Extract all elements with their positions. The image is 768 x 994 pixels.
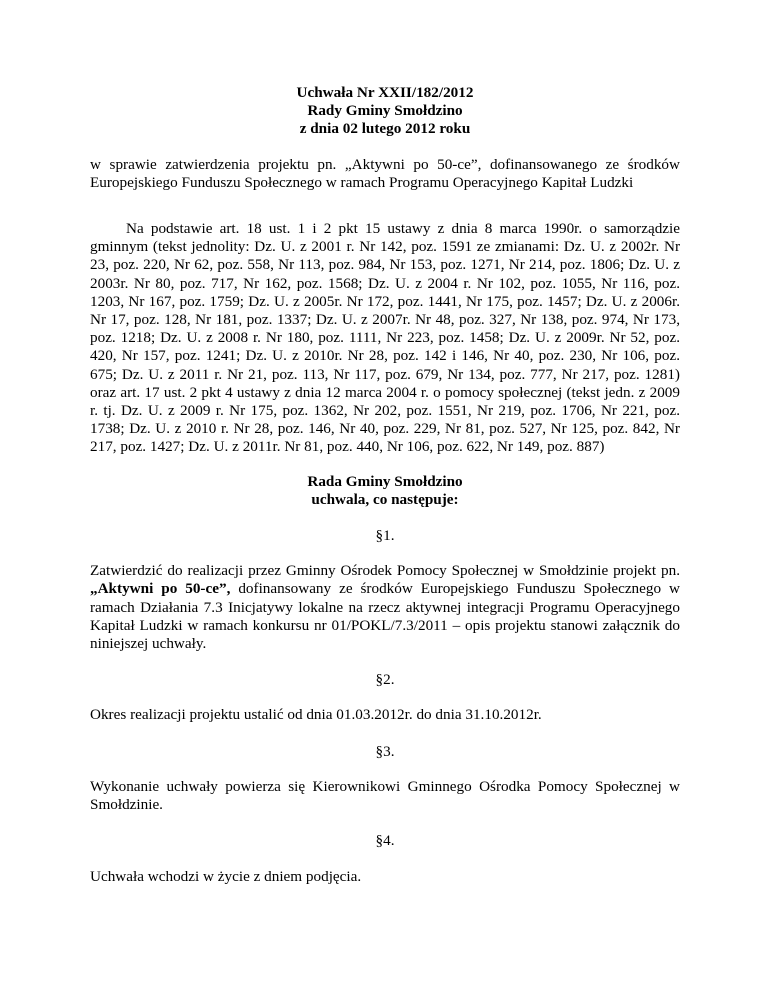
council-heading: Rada Gminy Smołdzino — [307, 472, 463, 490]
section-1-text-after: dofinansowany ze środków Europejskiego Funduszu Społecznego w ramach Działania 7.3 Inicjatywy lokalne na rzecz aktywnej integracji Programu Operacyjnego Kapitał Ludzki w ramach konkursu nr 01/POKL/7.3/2011 – opis projektu stanowi załącznik do niniejszej uchwały. — [90, 580, 681, 653]
section-3-text: Wykonanie uchwały powierza się Kierownikowi Gminnego Ośrodka Pomocy Społecznej w Smołdzinie. — [90, 777, 680, 814]
section-1-text-before: Zatwierdzić do realizacji przez Gminny Ośrodek Pomocy Społecznej w Smołdzinie projekt pn. — [90, 562, 680, 580]
resolution-date: z dnia 02 lutego 2012 roku — [299, 120, 471, 138]
resolution-subject: w sprawie zatwierdzenia projektu pn. „Aktywni po 50-ce”, dofinansowanego ze środków Europejskiego Funduszu Społecznego w ramach Programu Operacyjnego Kapitał Ludzki — [90, 155, 680, 191]
resolution-title — [90, 84, 680, 139]
section-1-text — [90, 562, 680, 653]
section-3-heading: §3. — [375, 742, 395, 760]
council-name: Rady Gminy Smołdzino — [307, 102, 463, 120]
section-2-text: Okres realizacji projektu ustalić od dnia 01.03.2012r. do dnia 31.10.2012r. — [90, 706, 542, 724]
project-name: „Aktywni po 50-ce”, — [90, 580, 231, 598]
resolution-heading — [90, 473, 680, 509]
resolution-number: Uchwała Nr XXII/182/2012 — [296, 84, 474, 101]
section-4-text: Uchwała wchodzi w życie z dniem podjęcia. — [90, 867, 362, 885]
section-1-heading: §1. — [375, 527, 395, 545]
legal-basis: Na podstawie art. 18 ust. 1 i 2 pkt 15 ustawy z dnia 8 marca 1990r. o samorządzie gminnym (tekst jednolity: Dz. U. z 2001 r. Nr 142, poz. 1591 ze zmianami: Dz. U. z 2002r. Nr 23, poz. 220, Nr 62, poz. 558, Nr 113, poz. 984, Nr 153, poz. 1271, Nr 214, poz. 1806; Dz. U. z 2003r. Nr 80, poz. 717, Nr 162, poz. 1568; Dz. U. z 2004 r. Nr 102, poz. 1055, Nr 116, poz. 1203, Nr 167, poz. 1759; Dz. U. z 2005r. Nr 172, poz. 1441, Nr 175, poz. 1457; Dz. U. z 2006r. Nr 17, poz. 128, Nr 181, poz. 1337; Dz. U. z 2007r. Nr 48, poz. 327, Nr 138, poz. 974, Nr 173, poz. 1218; Dz. U. z 2008 r. Nr 180, poz. 1111, Nr 223, poz. 1458; Dz. U. z 2009r. Nr 52, poz. 420, Nr 157, poz. 1241; Dz. U. z 2010r. Nr 28, poz. 142 i 146, Nr 40, poz. 230, Nr 106, poz. 675; Dz. U. z 2011 r. Nr 21, poz. 113, Nr 117, poz. 679, Nr 134, poz. 777, Nr 217, poz. 1281) oraz art. 17 ust. 2 pkt 4 ustawy z dnia 12 marca 2004 r. o pomocy społecznej (tekst jedn. z 2009 r. tj. Dz. U. z 2009 r. Nr 175, poz. 1362, Nr 202, poz. 1551, Nr 219, poz. 1706, Nr 221, poz. 1738; Dz. U. z 2010 r. Nr 28, poz. 146, Nr 40, poz. 229, Nr 81, poz. 527, Nr 125, poz. 842, Nr 217, poz. 1427; Dz. U. z 2011r. Nr 81, poz. 440, Nr 106, poz. 622, Nr 149, poz. 887) — [90, 220, 680, 456]
section-4-heading: §4. — [375, 832, 395, 850]
section-2-heading: §2. — [375, 671, 395, 689]
resolves-heading: uchwala, co następuje: — [311, 490, 459, 508]
